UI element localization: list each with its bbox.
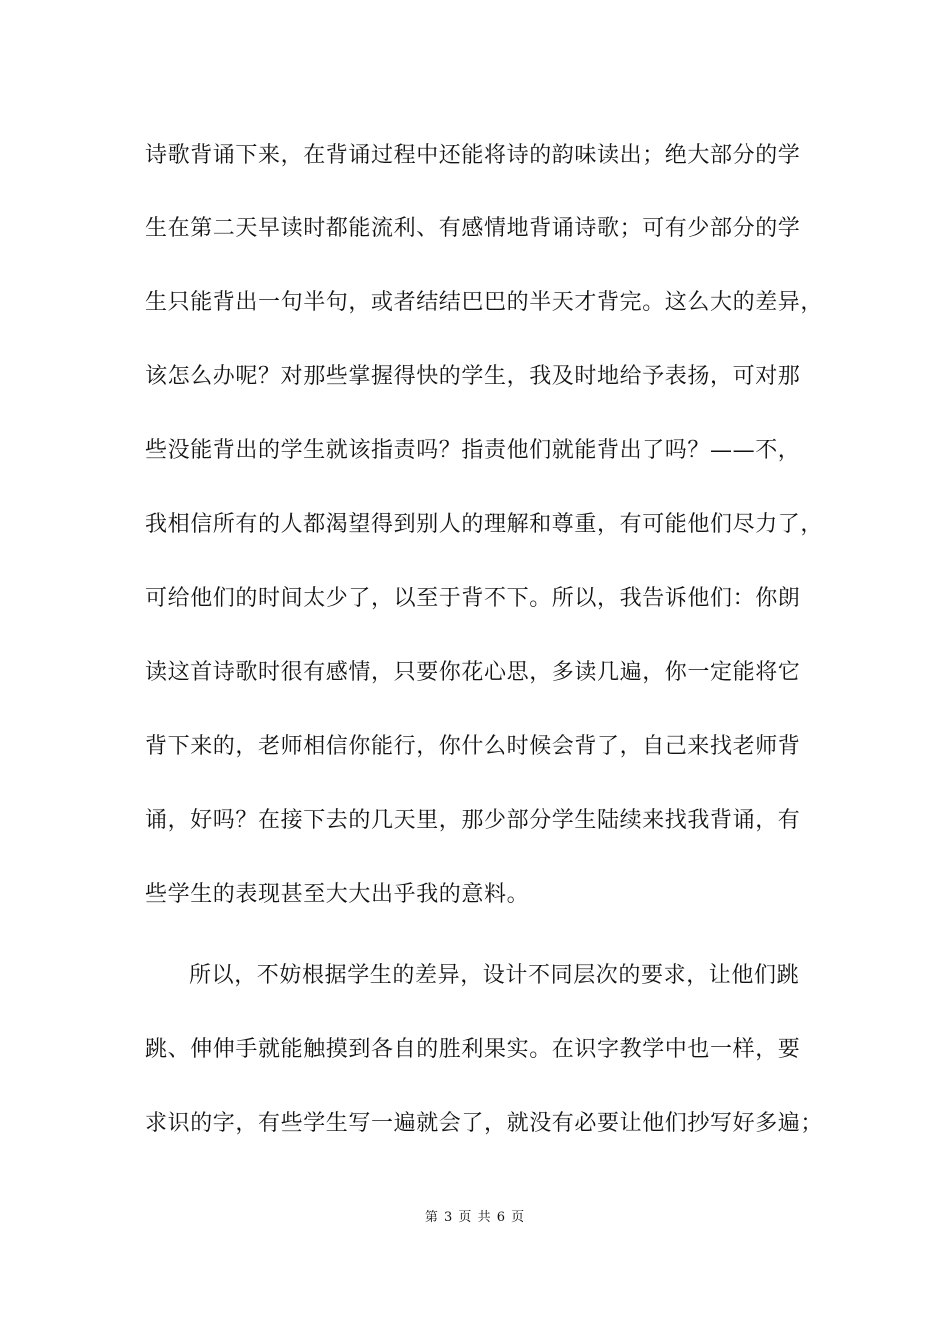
footer-current-page: 3 [443, 1210, 454, 1225]
paragraph-line: 生只能背出一句半句，或者结结巴巴的半天才背完。这么大的差异， [145, 290, 824, 315]
paragraph-line: 些学生的表现甚至大大出乎我的意料。 [145, 882, 530, 907]
footer-total-pages: 6 [496, 1210, 506, 1225]
paragraph-line: 背下来的，老师相信你能行，你什么时候会背了，自己来找老师背 [145, 734, 801, 759]
paragraph-line: 求识的字，有些学生写一遍就会了，就没有必要让他们抄写好多遍； [145, 1111, 824, 1136]
footer-page-unit: 页 [458, 1210, 473, 1225]
footer-prefix: 第 [424, 1210, 439, 1225]
paragraph-first-line: 所以，不妨根据学生的差异，设计不同层次的要求，让他们跳 [189, 963, 800, 988]
paragraph-line: 生在第二天早读时都能流利、有感情地背诵诗歌；可有少部分的学 [145, 216, 801, 241]
page-footer [0, 1209, 950, 1227]
footer-total-unit: 页 [511, 1210, 526, 1225]
paragraph-line: 跳、伸伸手就能触摸到各自的胜利果实。在识字教学中也一样，要 [145, 1037, 801, 1062]
paragraph-line: 些没能背出的学生就该指责吗？指责他们就能背出了吗？——不， [145, 438, 801, 463]
paragraph-line: 我相信所有的人都渴望得到别人的理解和尊重，有可能他们尽力了， [145, 512, 824, 537]
paragraph-line: 可给他们的时间太少了，以至于背不下。所以，我告诉他们：你朗 [145, 586, 801, 611]
paragraph-line: 读这首诗歌时很有感情，只要你花心思，多读几遍，你一定能将它 [145, 660, 801, 685]
paragraph-line: 诗歌背诵下来，在背诵过程中还能将诗的韵味读出；绝大部分的学 [145, 143, 801, 168]
footer-total-prefix: 共 [477, 1210, 492, 1225]
paragraph-line: 诵，好吗？在接下去的几天里，那少部分学生陆续来找我背诵，有 [145, 808, 801, 833]
paragraph-line: 该怎么办呢？对那些掌握得快的学生，我及时地给予表扬，可对那 [145, 364, 801, 389]
